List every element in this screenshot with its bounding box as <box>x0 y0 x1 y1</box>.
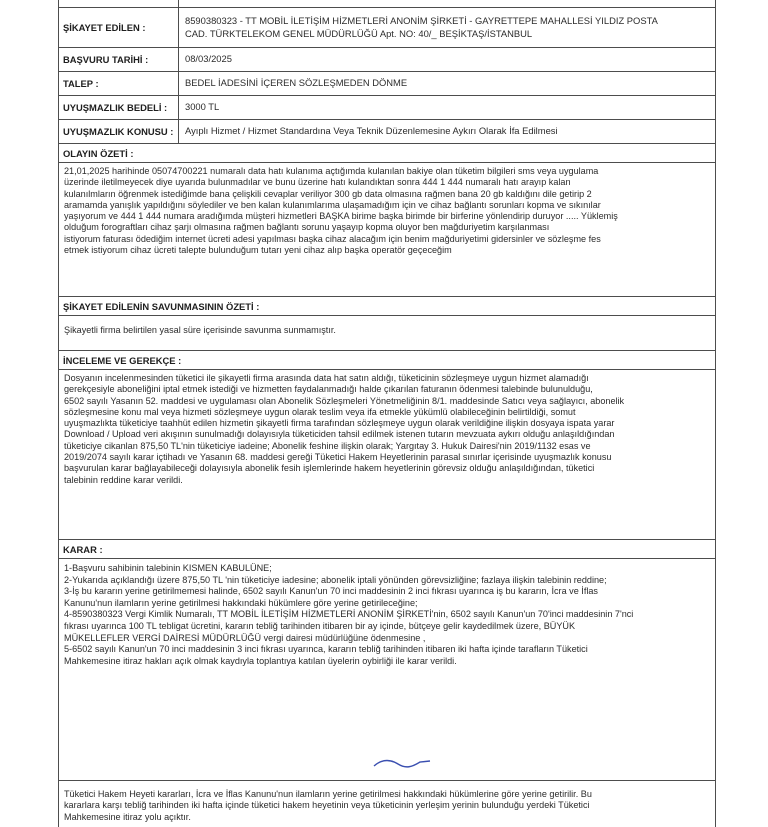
complainee-value <box>179 8 715 47</box>
claim-label: TALEP : <box>59 72 179 95</box>
review-line: Dosyanın incelenmesinden tüketici ile şikayetli firma arasında data hat satın aldığı, tüketicinin sözleşmeye uygun hizmet alamadığı <box>64 373 589 383</box>
defense-line: Şikayetli firma belirtilen yasal süre içerisinde savunma sunmamıştır. <box>64 325 336 335</box>
summary-line: yaşıyorum ve 444 1 444 numara aradığımda müşteri hizmetleri BAŞKA birime başka birimde bir birferine yönlendirip duruyor ..... Yüklemiş <box>64 211 618 222</box>
complainee-line: 8590380323 - TT MOBİL İLETİŞİM HİZMETLERİ ANONİM ŞİRKETİ - GAYRETTEPE MAHALLESİ YILDIZ POSTA <box>185 15 658 26</box>
review-line: 6502 sayılı Yasanın 52. maddesi ve uygulaması olan Abonelik Sözleşmeleri Yönetmeliğinin 8/1. maddesinde Satıcı veya sağlayıcı, abonelik <box>64 395 625 406</box>
decision-line: 5-6502 sayılı Kanun'un 70 inci maddesinin 3 inci fıkrası uyarınca, kararın tebliğ tarihinden itibaren iki hafta içinde tarafların Tüketici <box>64 644 588 655</box>
decision-body <box>59 559 715 781</box>
complainee-line: CAD. TÜRKTELEKOM GENEL MÜDÜRLÜĞÜ Apt. NO: 40/_ BEŞİKTAŞ/İSTANBUL <box>185 27 533 39</box>
review-line: gerekçesiyle aboneliğini iptal etmek istediği ve hizmetten faydalanmadığı halde çıkarılan faturanın ödenmesi talebinde bulunulduğu, <box>64 384 593 395</box>
decision-line: 2-Yukarıda açıklandığı üzere 875,50 TL 'nin tüketiciye iadesine; abonelik iptali yönünden görevsizliğine; fazlaya ilişkin talebinin reddine; <box>64 574 607 585</box>
defense-heading: ŞİKAYET EDİLENİN SAVUNMASININ ÖZETİ : <box>59 297 715 316</box>
decision-line: 3-İş bu kararın yerine getirilmemesi halinde, 6502 sayılı Kanun'un 70 inci maddesinin 2 inci fıkrası uyarınca iş bu kararın, İcra ve İflas <box>64 586 598 597</box>
summary-line: kulanılmların öğrenmek istediğimde bana çelişkili cevaplar veriliyor 300 gb data olmasına rağmen bana 20 gb kaldığını dile getirip 2 <box>64 188 592 199</box>
summary-line: istiyorum faturası ödediğim internet ücreti adesi yapılması başka cihaz alacağım için benim mağduriyetimi gidersinler ve sözleşme fes <box>64 233 601 244</box>
review-heading: İNCELEME VE GEREKÇE : <box>59 351 715 370</box>
review-line: talebinin reddine karar verildi. <box>64 474 183 485</box>
application-date-row <box>59 48 715 72</box>
dispute-amount-label: UYUŞMAZLIK BEDELİ : <box>59 96 179 119</box>
defense-body <box>59 316 715 351</box>
decision-line: MÜKELLEFLER VERGİ DAİRESİ MÜDÜRLÜĞÜ vergi dairesi müdürlüğüne ödenmesine , <box>64 632 426 643</box>
summary-line: 21,01,2025 harihinde 05074700221 numaralı data hatı kulanıma açtığımda kulanılan bakiye olan tüketim bilgileri sms veya uygulama <box>64 166 599 176</box>
decision-document <box>58 0 716 827</box>
dispute-subject-value: Ayıplı Hizmet / Hizmet Standardına Veya Teknik Düzenlemesine Aykırı Olarak İfa Edilmesi <box>185 125 558 137</box>
application-date-label: BAŞVURU TARİHİ : <box>59 48 179 71</box>
review-line: uyuşmazlıkta tüketiciye taahhüt edilen hizmetin şikayetli firma tarafından sözleşmeye uygun olarak verildiğine ilişkin dosyaya ispata yarar <box>64 418 615 429</box>
dispute-subject-label: UYUŞMAZLIK KONUSU : <box>59 120 179 143</box>
dispute-subject-row <box>59 120 715 144</box>
claim-row <box>59 72 715 96</box>
dispute-amount-row <box>59 96 715 120</box>
review-body <box>59 370 715 540</box>
summary-line: olduğum forograftları cihaz şarjı olmasına rağmen bağlantı sorunu yaşayıp kopma oluyor ben mağduriyetim karşılanması <box>64 222 550 233</box>
review-line: tüketiciye cikanlan 875,50 TL'nin tüketiciye iadeine; Abonelik feshine ilişkin olarak; Yargıtay 3. Hukuk Dairesi'nin 2019/1132 esas ve <box>64 440 591 451</box>
application-date-value: 08/03/2025 <box>185 53 232 65</box>
footer-line: Tüketici Hakem Heyeti kararları, İcra ve İflas Kanunu'nun ilamların yerine getirilmesi hakkındaki hükümlerine göre yerine getirilir. Bu <box>64 789 592 799</box>
claim-value: BEDEL İADESİNİ İÇEREN SÖZLEŞMEDEN DÖNME <box>185 77 408 89</box>
review-line: Download / Upload veri akışının sunulmadığı dolayısıyla tüketiciden tahsil edilmek istenen tutarın mevzuata aykırı olduğu anlaşıldığından <box>64 429 615 440</box>
summary-line: aramamda yanışlık yapıldığını söylediler ve ben kalan kulanımlarıma ulaşamadığım için ve cihaz bağlantı sorunları kopma ve sıkınılar <box>64 199 601 210</box>
complainee-row <box>59 8 715 48</box>
complainee-label: ŞİKAYET EDİLEN : <box>59 8 179 47</box>
decision-line: 4-8590380323 Vergi Kimlik Numaralı, TT MOBİL İLETİŞİM HİZMETLERİ ANONİM ŞİRKETİ'nin, 6502 sayılı Kanun'un 70'inci maddesinin 7'nci <box>64 609 634 620</box>
summary-body <box>59 163 715 297</box>
decision-heading: KARAR : <box>59 540 715 559</box>
decision-line: 1-Başvuru sahibinin talebinin KISMEN KABULÜNE; <box>64 563 272 573</box>
summary-heading: OLAYIN ÖZETİ : <box>59 144 715 163</box>
dispute-amount-value: 3000 TL <box>185 101 220 113</box>
review-line: başvurulan karar bağlayabileceği dolayısıyla abonelik fesih işlemlerinde hakem heyetlerinin görevsiz olduğu anlaşıldığından, tüketici <box>64 463 595 474</box>
signature-mark <box>372 757 432 769</box>
summary-line: etmek istiyorum cihaz ücreti talepte bulunduğum tutarı yeni cihaz alıp başka operatör geçeceğim <box>64 245 452 256</box>
decision-line: Mahkemesine itiraz hakları açık olmak kaydıyla toplantıya katılan üyelerin oybirliği ile karar verildi. <box>64 655 457 666</box>
summary-line: üzerinde iletilmeyecek diye uyarıda bulunmadılar ve bunu üzerine hatı kulandıktan sonra 444 1 444 numaralı hatı arayıp kalan <box>64 177 571 188</box>
footer-line: kararlara karşı tebliğ tarihinden iki hafta içinde tüketici hakem heyetinin veya tüketicinin yerleşim yerinin bulunduğu yerdeki Tüketici <box>64 800 590 811</box>
footer-note <box>59 781 715 827</box>
review-line: 2019/2074 sayılı karar içtihadı ve Yasanın 68. maddesi gereği Tüketici Hakem Heyetlerinin parasal sınırlar içerisinde uyuşmazlık konusu <box>64 452 612 463</box>
decision-line: Kanunu'nun ilamların yerine getirilmesi hakkındaki hükümlere göre yerine getirileceğine; <box>64 597 418 608</box>
decision-line: fıkrası uyarınca 100 TL tebligat ücretini, kararın tebliğ tarihinden itibaren bir ay içinde, bütçeye gelir kaydedilmek üzere, BÜYÜK <box>64 620 576 631</box>
footer-line: Mahkemesine itiraz yolu açıktır. <box>64 811 191 822</box>
cut-off-top-row <box>59 0 715 8</box>
review-line: sözleşmesine konu mal veya hizmeti sözleşmeye uygun olarak teslim veya ifa etmekle yükümlü olabileceğinin belirtildiği, somut <box>64 406 576 417</box>
